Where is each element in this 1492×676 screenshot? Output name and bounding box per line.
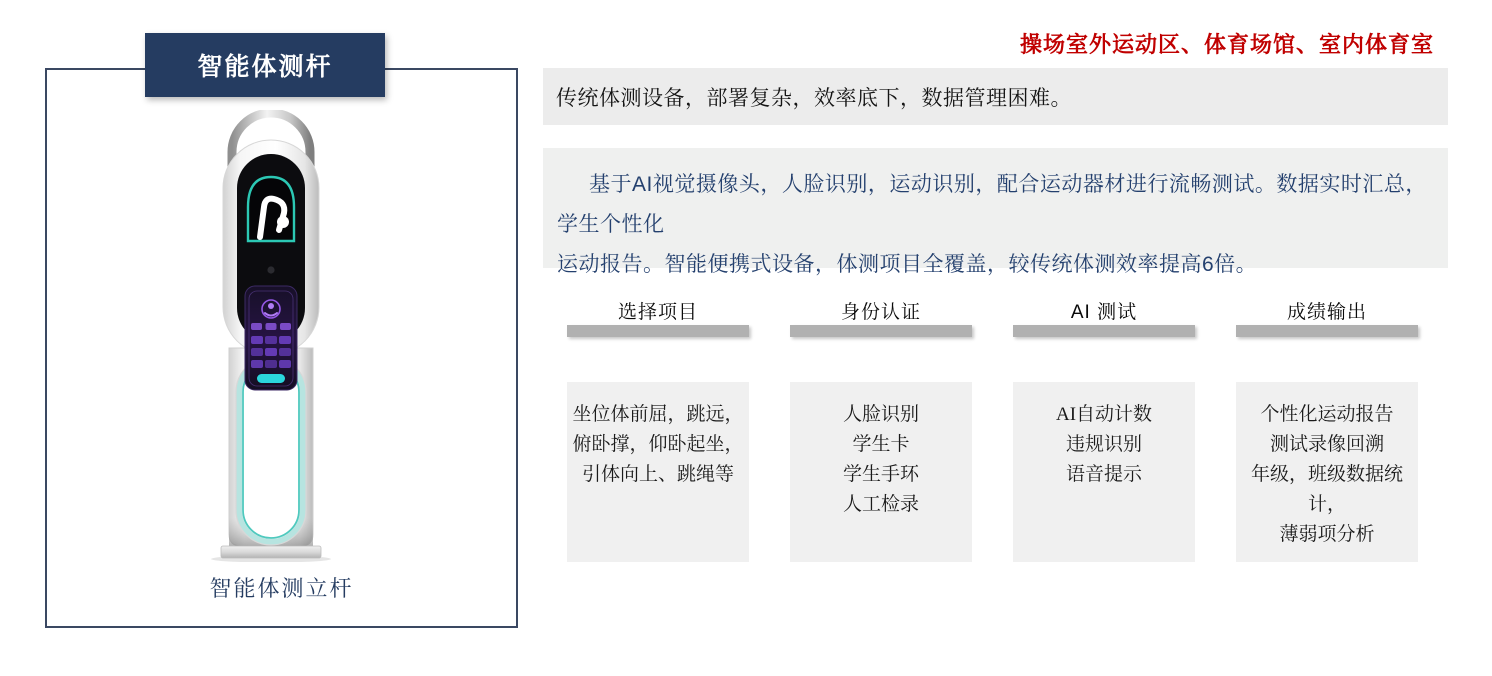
- product-banner: [145, 33, 385, 97]
- problem-text: 传统体测设备，部署复杂，效率底下，数据管理困难。: [556, 86, 1072, 110]
- product-caption: 智能体测立杆: [209, 576, 354, 601]
- workflow-step-results: [1236, 300, 1418, 562]
- step-title: 成绩输出: [1286, 302, 1367, 323]
- step-title: AI 测试: [1070, 302, 1138, 323]
- step-underline: [567, 325, 749, 337]
- step-items: 坐位体前屈，跳远， 俯卧撑，仰卧起坐， 引体向上、跳绳等: [567, 382, 749, 562]
- touch-screen: [245, 286, 297, 390]
- step-underline: [1236, 325, 1418, 337]
- fitness-pole-illustration: [201, 110, 341, 562]
- camera-dot-icon: [267, 266, 274, 273]
- workflow-step-select-item: [567, 300, 749, 562]
- base-pedestal: [221, 546, 321, 558]
- problem-statement: [543, 68, 1448, 125]
- fitness-pole-svg: [201, 110, 341, 562]
- step-items: 个性化运动报告 测试录像回溯 年级，班级数据统计， 薄弱项分析: [1236, 382, 1418, 562]
- menu-icons-row: [251, 323, 291, 330]
- location-tags: 操场室外运动区、体育场馆、室内体育室: [1019, 32, 1434, 57]
- step-title: 身份认证: [840, 302, 921, 323]
- solution-description: 基于AI视觉摄像头，人脸识别，运动识别，配合运动器材进行流畅测试。数据实时汇总，学生个性化 运动报告。智能便携式设备，体测项目全覆盖，较传统体测效率提高6倍。: [543, 148, 1448, 268]
- product-banner-title: 智能体测杆: [197, 53, 333, 81]
- step-underline: [1013, 325, 1195, 337]
- step-items: AI自动计数 违规识别 语音提示: [1013, 382, 1195, 562]
- confirm-pill: [257, 374, 285, 383]
- workflow-step-ai-test: [1013, 300, 1195, 562]
- step-items: 人脸识别 学生卡 学生手环 人工检录: [790, 382, 972, 562]
- workflow-step-identity: [790, 300, 972, 562]
- button-grid: [251, 336, 291, 368]
- step-title: 选择项目: [617, 302, 698, 323]
- step-underline: [790, 325, 972, 337]
